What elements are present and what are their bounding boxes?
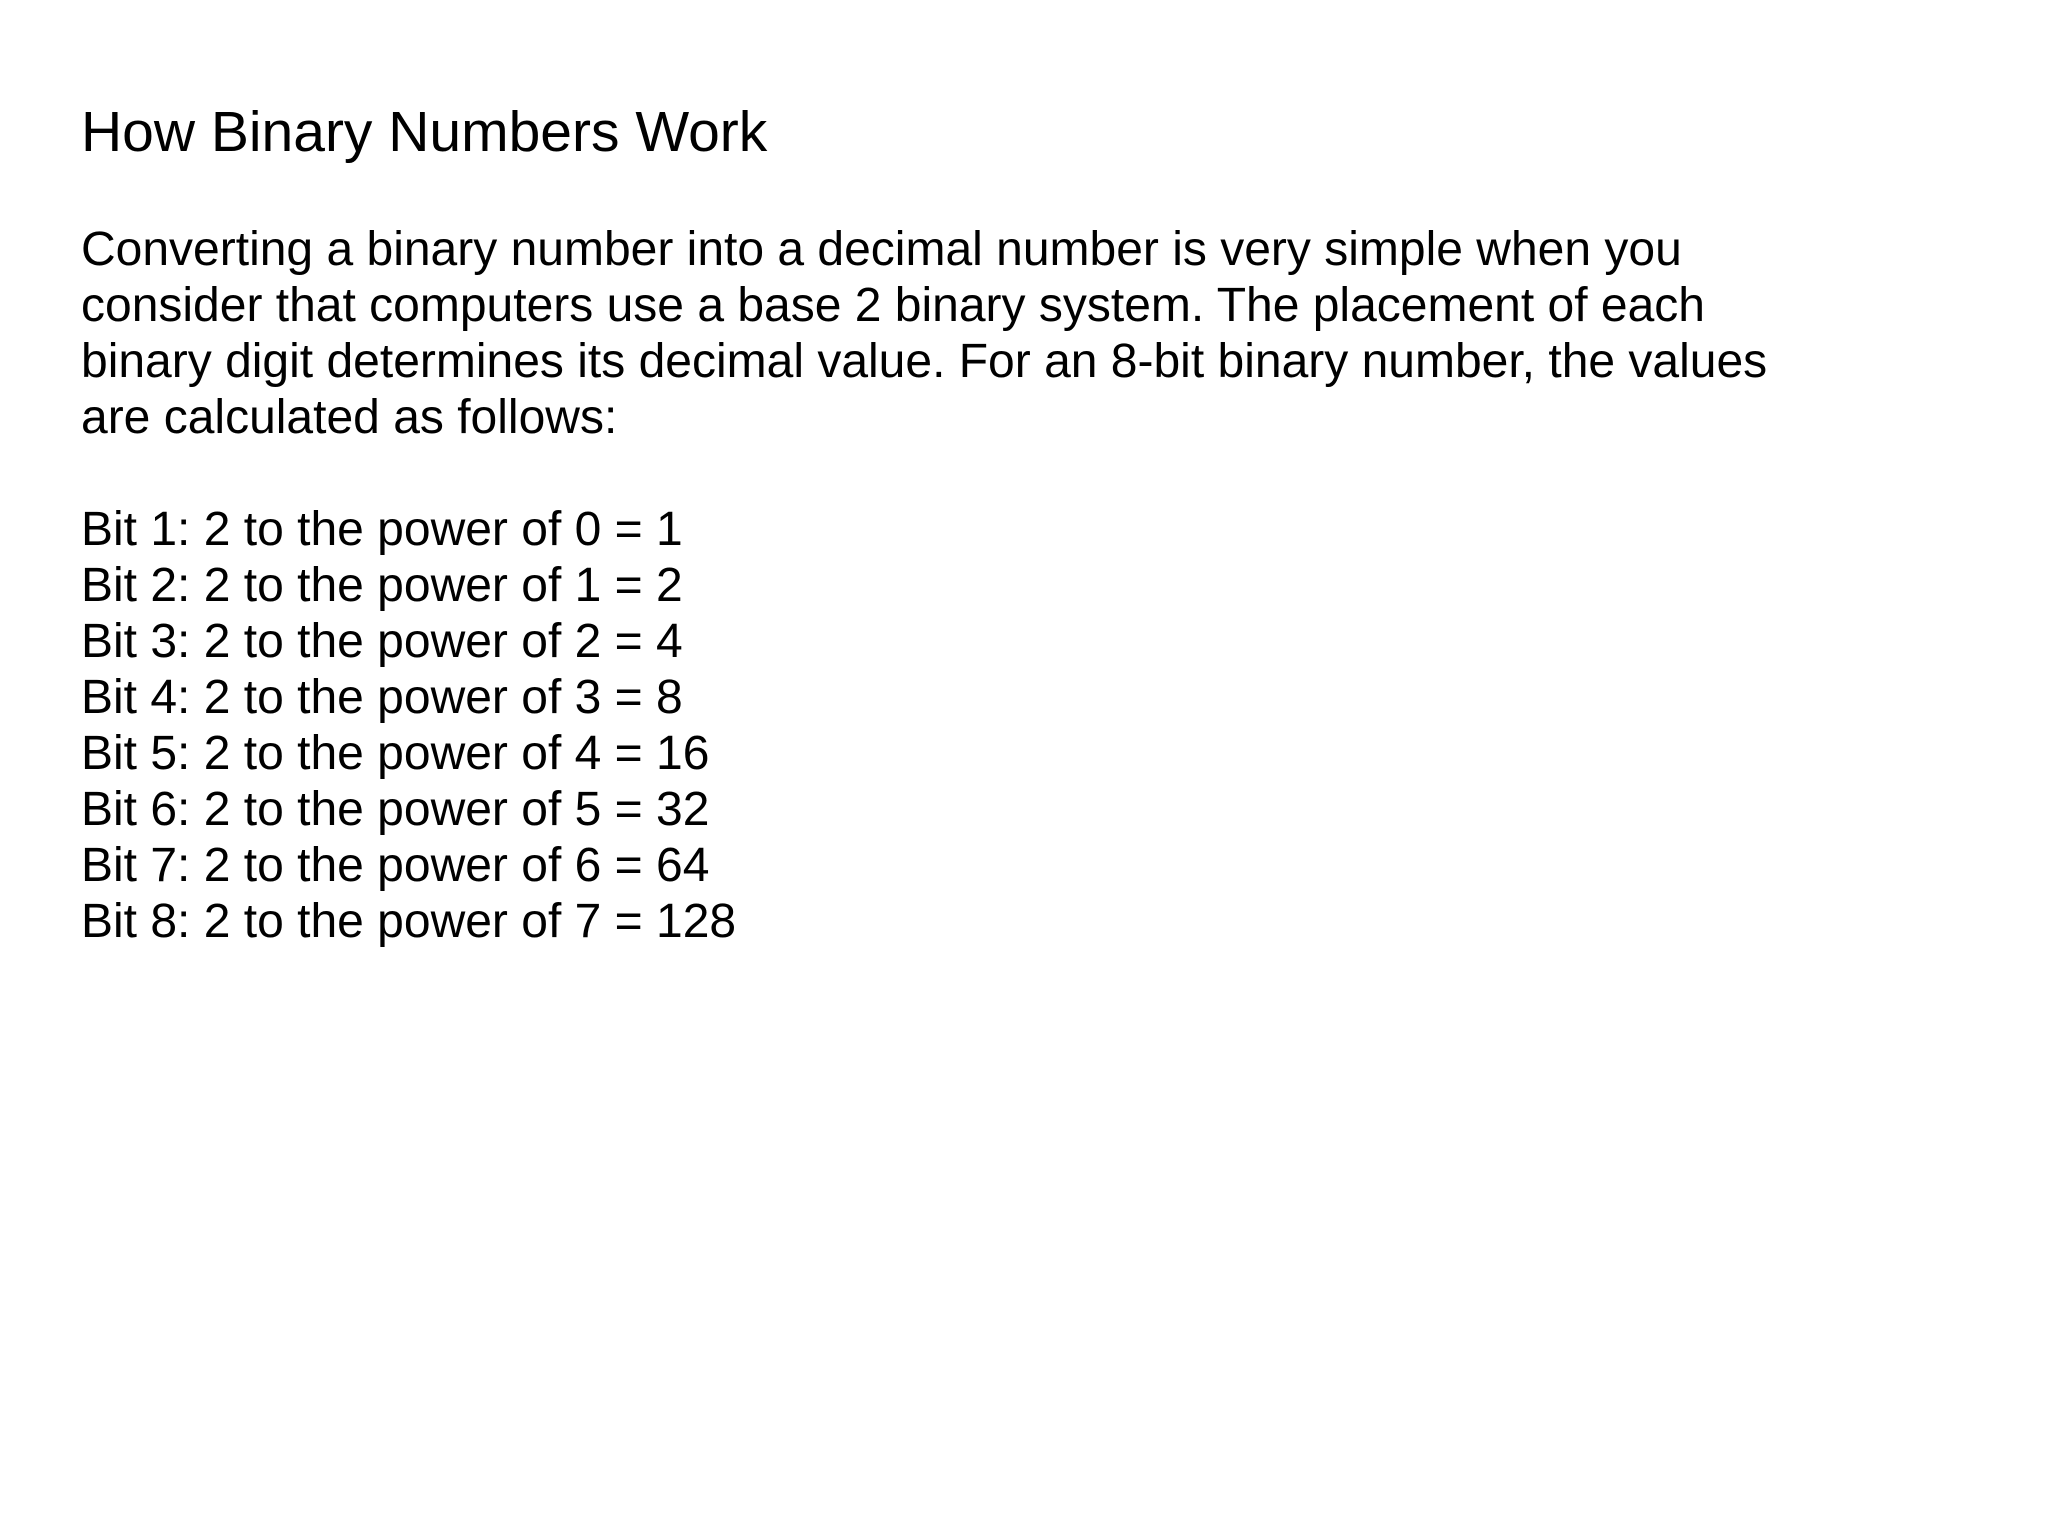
bit-6-line: Bit 6: 2 to the power of 5 = 32 [81,783,710,836]
bit-2-line: Bit 2: 2 to the power of 1 = 2 [81,559,683,612]
bit-7-line: Bit 7: 2 to the power of 6 = 64 [81,839,710,892]
intro-paragraph [81,222,1981,446]
intro-line: binary digit determines its decimal value. For an 8-bit binary number, the values [81,335,1768,388]
slide-content [81,96,1981,948]
bit-8-line: Bit 8: 2 to the power of 7 = 128 [81,895,737,948]
bit-1-line: Bit 1: 2 to the power of 0 = 1 [81,503,683,556]
page-title: How Binary Numbers Work [81,100,768,164]
intro-line: Converting a binary number into a decimal number is very simple when you [81,223,1682,276]
bit-value-list [81,502,736,950]
bit-4-line: Bit 4: 2 to the power of 3 = 8 [81,671,683,724]
bit-5-line: Bit 5: 2 to the power of 4 = 16 [81,727,710,780]
intro-line: consider that computers use a base 2 binary system. The placement of each [81,279,1705,332]
intro-line: are calculated as follows: [81,391,618,444]
bit-3-line: Bit 3: 2 to the power of 2 = 4 [81,615,683,668]
